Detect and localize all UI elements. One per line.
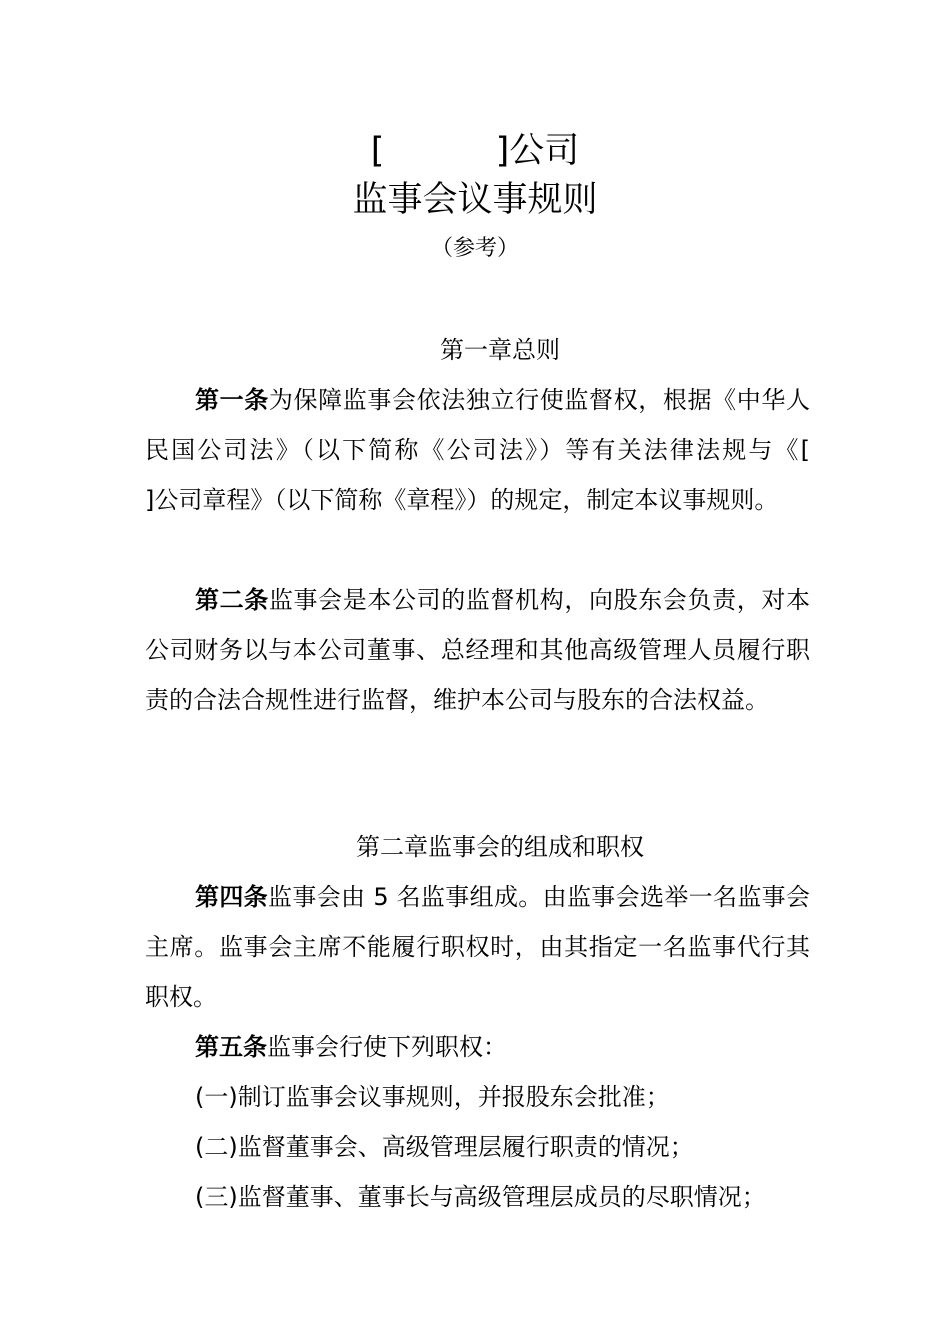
- list-item: (一)制订监事会议事规则，并报股东会批准；: [195, 1083, 670, 1111]
- article-label: 第五条: [195, 1033, 267, 1061]
- article-5: [145, 1022, 810, 1072]
- article-text: 监事会行使下列职权：: [267, 1033, 507, 1061]
- list-item: (三)监督董事、董事长与高级管理层成员的尽职情况；: [195, 1183, 766, 1211]
- document-subtitle: （参考）: [430, 236, 519, 261]
- article-2: [145, 575, 810, 725]
- list-item: (二)监督董事会、高级管理层履行职责的情况；: [195, 1133, 694, 1161]
- article-4: [145, 872, 810, 1022]
- article-1: [145, 375, 887, 525]
- chapter-1-heading: 第一章总则: [440, 336, 560, 364]
- article-text: 为保障监事会依法独立行使监督权，根据《中华人民国公司法》（以下简称《公司法》）等有关法律法规与《[ ]公司章程》（以下简称《章程》）的规定，制定本议事规则。: [145, 386, 887, 514]
- chapter-2-heading: 第二章监事会的组成和职权: [356, 833, 644, 861]
- article-text: 监事会由 5 名监事组成。由监事会选举一名监事会主席。监事会主席不能履行职权时，由其指定一名监事代行其职权。: [145, 883, 811, 1011]
- document-title: 监事会议事规则: [352, 180, 598, 220]
- article-label: 第四条: [195, 883, 269, 911]
- article-label: 第一条: [195, 386, 269, 414]
- document-title-company: [ ]公司: [370, 131, 580, 171]
- article-text: 监事会是本公司的监督机构，向股东会负责，对本公司财务以与本公司董事、总经理和其他高级管理人员履行职责的合法合规性进行监督，维护本公司与股东的合法权益。: [145, 586, 810, 714]
- article-label: 第二条: [195, 586, 269, 614]
